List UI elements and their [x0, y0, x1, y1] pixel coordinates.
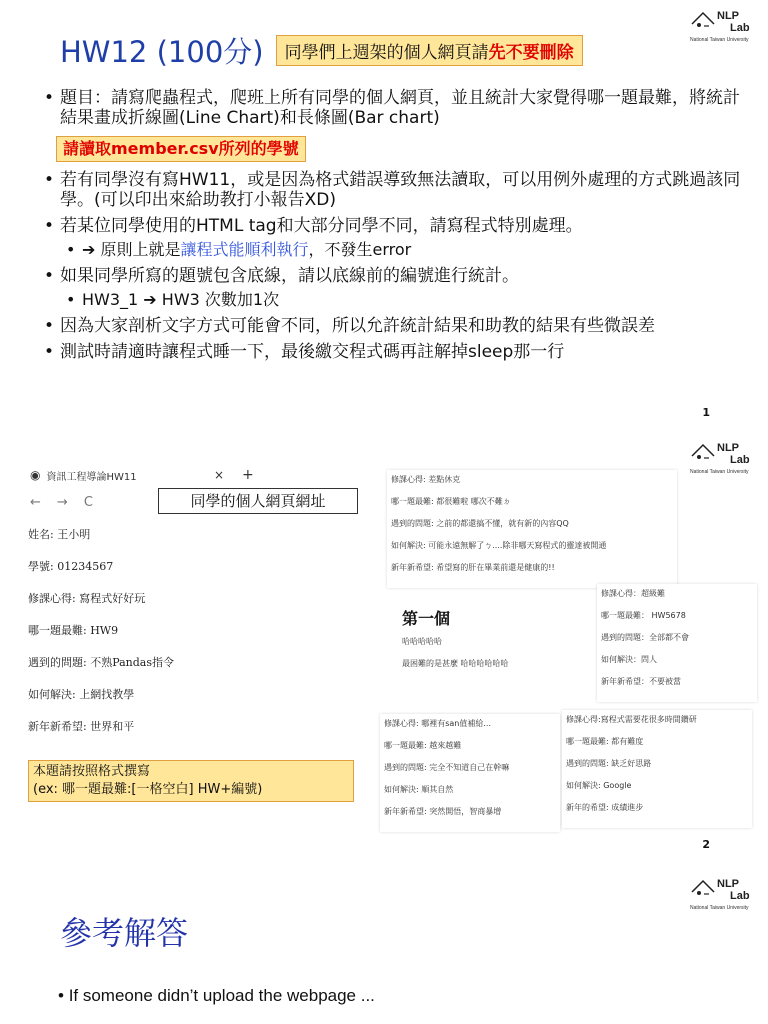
- example-line: 遇到的問題: 缺乏好思路: [566, 759, 652, 768]
- field-hardest: 哪一題最難: HW9: [28, 624, 119, 637]
- example-line: 哪一題最難: 都很難啦 哪次不難ㄉ: [391, 497, 511, 506]
- field-problem: 遇到的問題: 不熟Pandas指令: [28, 656, 174, 669]
- example-line: 哪一題最難: 越來越難: [384, 741, 462, 750]
- field-wish: 新年新希望: 世界和平: [28, 720, 135, 733]
- bullet-item: • 若有同學沒有寫HW11，或是因為格式錯誤導致無法讀取，可以用例外處理的方式跳過該同學。(可以印出來給助教打小報告XD): [44, 170, 741, 210]
- example-line: 修課心得: 差點休克: [391, 475, 461, 484]
- example-line: 遇到的問題：全部都不會: [601, 633, 689, 642]
- house-icon: [690, 442, 716, 468]
- slide-1: [0, 0, 768, 430]
- nlp-lab-logo: [690, 10, 754, 50]
- logo-line3: National Taiwan University: [690, 905, 749, 911]
- browser-nav: [30, 490, 109, 514]
- bullet-text: 若有同學沒有寫HW11，或是因為格式錯誤導致無法讀取，可以用例外處理的方式跳過該同學。(可以印出來給助教打小報告XD): [60, 170, 741, 210]
- globe-icon: ◉: [30, 468, 41, 482]
- logo-line2: Lab: [730, 454, 750, 466]
- forward-icon[interactable]: →: [56, 494, 68, 510]
- nlp-lab-logo: [690, 878, 754, 918]
- example-line: 哪一題最難: 都有難度: [566, 737, 644, 746]
- example-line: 修課心得：超級難: [601, 589, 665, 598]
- bullet-item: • If someone didn’t upload the webpage ...: [58, 986, 375, 1005]
- profile-fields: [28, 526, 174, 750]
- sub-bullet-highlight: 讓程式能順利執行: [180, 240, 309, 259]
- bullet-text: 若某位同學使用的HTML tag和大部分同學不同，請寫程式特別處理。: [60, 216, 583, 236]
- example-line: 新年的希望: 成績進步: [566, 803, 644, 812]
- bullet-item: • 若某位同學使用的HTML tag和大部分同學不同，請寫程式特別處理。: [44, 216, 583, 236]
- sub-bullet-text: ➔ 原則上就是: [82, 240, 181, 259]
- slide-2: [0, 432, 768, 856]
- example-line: 如何解決: Google: [566, 781, 632, 790]
- format-note-line1: 本題請按照格式撰寫: [33, 764, 151, 779]
- sub-bullet-suffix: ，不發生error: [308, 240, 412, 259]
- new-tab-icon[interactable]: +: [242, 467, 254, 483]
- logo-line3: National Taiwan University: [690, 37, 749, 43]
- browser-screenshot: [20, 460, 350, 797]
- bullet-text: 如果同學所寫的題號包含底線，請以底線前的編號進行統計。: [60, 266, 519, 286]
- house-icon: [690, 878, 716, 904]
- back-icon[interactable]: ←: [30, 494, 41, 510]
- field-name: 姓名: 王小明: [28, 528, 91, 541]
- example-line: 新年新希望: 突然開悟，智商暴增: [384, 807, 502, 816]
- bullet-item: • 題目：請寫爬蟲程式，爬班上所有同學的個人網頁，並且統計大家覺得哪一題最難，將統計結果畫成折線圖(Line Chart)和長條圖(Bar chart): [44, 88, 740, 128]
- logo-line1: NLP: [717, 442, 739, 454]
- bullet-list: [42, 88, 742, 368]
- example-line: 如何解決: 可能永遠無解了ㄅ....除非哪天寫程式的靈達被開通: [391, 541, 607, 550]
- sub-bullet-item: • ➔ 原則上就是讓程式能順利執行，不發生error: [66, 240, 412, 259]
- slide-title-row: [60, 30, 583, 71]
- house-icon: [690, 10, 716, 36]
- example-page-c: [597, 584, 757, 702]
- bullet-item: • 如果同學所寫的題號包含底線，請以底線前的編號進行統計。: [44, 266, 519, 286]
- tab-title: 資訊工程導論HW11: [46, 471, 137, 483]
- callout-member-csv: 請讀取member.csv所列的學號: [56, 136, 306, 162]
- example-line: 修課心得: 哪裡有san值補給...: [384, 719, 492, 728]
- page-number: 2: [702, 838, 710, 851]
- title-note: [276, 35, 583, 66]
- slide-title: HW12 (100分): [60, 35, 264, 69]
- sub-bullet-text: HW3_1 ➔ HW3 次數加1次: [82, 290, 280, 309]
- url-label-box: 同學的個人網頁網址: [158, 488, 358, 514]
- logo-line2: Lab: [730, 22, 750, 34]
- example-line: 最困難的是甚麼 哈哈哈哈哈哈: [402, 659, 509, 668]
- example-line: 哪一題最難： HW5678: [601, 611, 686, 620]
- field-thoughts: 修課心得: 寫程式好好玩: [28, 592, 146, 605]
- example-page-a: [387, 470, 677, 588]
- example-line: 新年新希望: 希望寫的肝在畢業前還是健康的!!: [391, 563, 555, 572]
- example-line: 哈哈哈哈哈: [402, 637, 442, 646]
- logo-line2: Lab: [730, 890, 750, 902]
- slide-title: 參考解答: [60, 914, 189, 952]
- browser-tab[interactable]: [30, 464, 280, 486]
- logo-line1: NLP: [717, 10, 739, 22]
- page-number: 1: [702, 406, 710, 419]
- format-note: [28, 760, 354, 802]
- bullet-item: • 測試時請適時讓程式睡一下，最後繳交程式碼再註解掉sleep那一行: [44, 342, 565, 362]
- slide-3: [0, 858, 768, 1024]
- example-line: 修課心得:寫程式需要花很多時間鑽研: [566, 715, 697, 724]
- format-note-line2: (ex: 哪一題最難:[一格空白] HW+編號): [33, 782, 263, 797]
- field-solution: 如何解決: 上網找教學: [28, 688, 135, 701]
- close-icon[interactable]: ×: [214, 468, 225, 482]
- bullet-text: 測試時請適時讓程式睡一下，最後繳交程式碼再註解掉sleep那一行: [60, 342, 565, 362]
- bullet-item: • 因為大家剖析文字方式可能會不同，所以允許統計結果和助教的結果有些微誤差: [44, 316, 655, 336]
- sub-bullet-item: • HW3_1 ➔ HW3 次數加1次: [66, 290, 280, 309]
- bullet-text: If someone didn’t upload the webpage ...: [68, 986, 375, 1005]
- nlp-lab-logo: [690, 442, 754, 482]
- example-page-b: [402, 606, 572, 680]
- example-line: 新年新希望：不要被當: [601, 677, 681, 686]
- reload-icon[interactable]: C: [83, 494, 93, 510]
- example-line: 如何解決：問人: [601, 655, 657, 664]
- example-page-e: [562, 710, 752, 828]
- bullet-text: 因為大家剖析文字方式可能會不同，所以允許統計結果和助教的結果有些微誤差: [60, 316, 655, 336]
- example-page-d: [380, 714, 560, 832]
- example-line: 如何解決: 順其自然: [384, 785, 454, 794]
- example-heading: 第一個: [402, 609, 451, 628]
- field-student-id: 學號: 01234567: [28, 560, 114, 573]
- example-line: 遇到的問題: 完全不知道自己在幹嘛: [384, 763, 510, 772]
- example-line: 遇到的問題: 之前的都還搞不懂，就有新的內容QQ: [391, 519, 569, 528]
- title-note-text: 同學們上週架的個人網頁請: [284, 43, 489, 63]
- logo-line3: National Taiwan University: [690, 469, 749, 475]
- title-note-red: 先不要刪除: [488, 43, 574, 63]
- bullet-text: 題目：請寫爬蟲程式，爬班上所有同學的個人網頁，並且統計大家覺得哪一題最難，將統計結果畫成折線圖(Line Chart)和長條圖(Bar chart): [60, 88, 740, 128]
- logo-line1: NLP: [717, 878, 739, 890]
